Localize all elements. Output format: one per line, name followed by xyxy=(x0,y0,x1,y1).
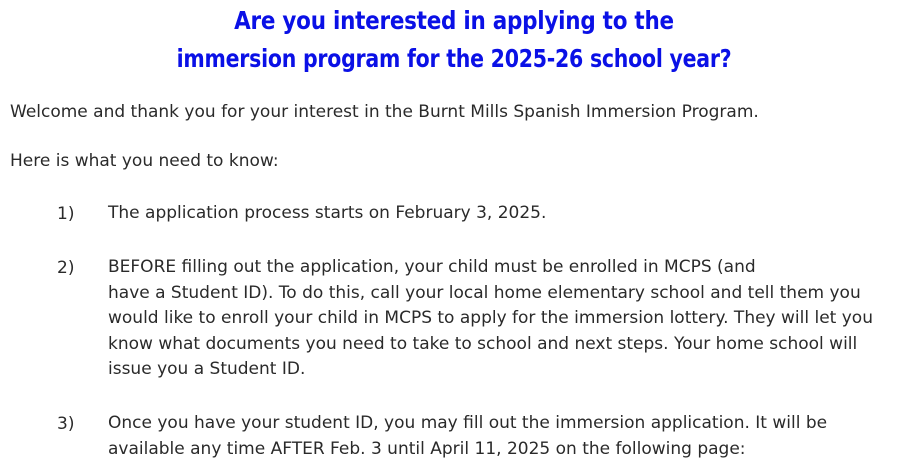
list-item-number: 1) xyxy=(57,204,75,224)
list-item-text xyxy=(108,411,903,462)
list-item-text xyxy=(108,201,903,227)
list-item-text xyxy=(108,255,903,383)
heading-line-2: immersion program for the 2025-26 school year? xyxy=(176,44,732,73)
need-to-know-text: Here is what you need to know: xyxy=(10,151,279,171)
page-heading xyxy=(0,2,908,78)
list-item-line: would like to enroll your child in MCPS to apply for the immersion lottery. They will let you xyxy=(108,308,873,328)
list-item-line: Once you have your student ID, you may fill out the immersion application. It will be xyxy=(108,413,828,433)
list-item-line: know what documents you need to take to school and next steps. Your home school will xyxy=(108,333,858,354)
list-item-line: have a Student ID). To do this, call your local home elementary school and tell them you xyxy=(108,282,861,303)
list-item-number: 2) xyxy=(57,258,75,278)
list-item-line: issue you a Student ID. xyxy=(108,359,306,379)
list-item-line: The application process starts on February 3, 2025. xyxy=(108,203,547,223)
list-item-line: available any time AFTER Feb. 3 until April 11, 2025 on the following page: xyxy=(108,438,746,459)
welcome-text: Welcome and thank you for your interest in the Burnt Mills Spanish Immersion Program. xyxy=(10,102,759,122)
heading-line-1: Are you interested in applying to the xyxy=(234,6,674,35)
list-item-line: BEFORE filling out the application, your child must be enrolled in MCPS (and xyxy=(108,257,756,277)
list-item-number: 3) xyxy=(57,414,75,434)
